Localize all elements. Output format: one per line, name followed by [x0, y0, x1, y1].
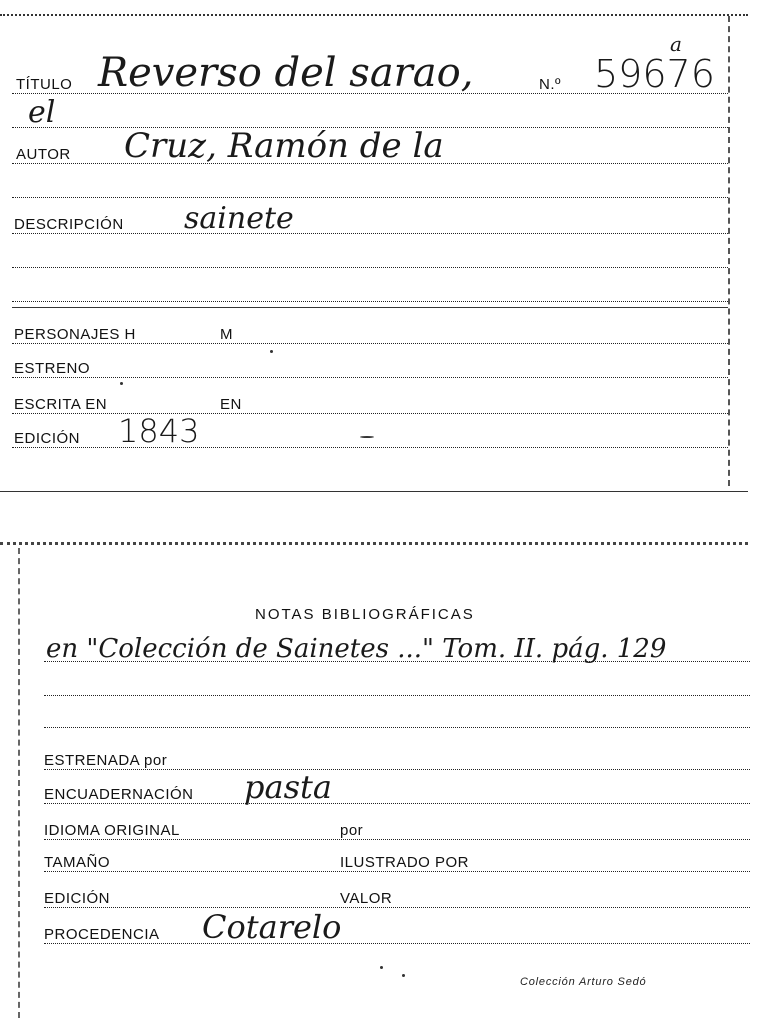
edicion-b-label: EDICIÓN — [44, 890, 111, 907]
titulo-article-row — [12, 95, 728, 130]
blank-row-1 — [12, 168, 728, 198]
edicion-value: 1843 — [118, 412, 200, 450]
personajes-h-label: PERSONAJES H — [14, 326, 136, 343]
procedencia-value: Cotarelo — [202, 908, 342, 946]
descripcion-label: DESCRIPCIÓN — [14, 216, 124, 233]
edicion-b-row — [44, 878, 750, 908]
personajes-row — [12, 314, 728, 344]
encuadernacion-rule — [44, 803, 750, 804]
titulo-row — [12, 32, 728, 96]
descripcion-rule — [12, 233, 728, 234]
catalog-card-bottom — [0, 540, 759, 1028]
estrenada-label: ESTRENADA por — [44, 752, 168, 769]
notas-row-3 — [44, 698, 750, 728]
card-left-edge — [18, 548, 21, 1018]
estrenada-rule — [44, 769, 750, 770]
autor-value: Cruz, Ramón de la — [124, 126, 444, 166]
escrita-en-label: ESCRITA EN — [14, 396, 108, 413]
tamano-row — [44, 842, 750, 872]
notas-value: en "Colección de Sainetes ..." Tom. II. pág. 129 — [46, 634, 667, 664]
numero-label: N.º — [539, 76, 561, 93]
en-label: EN — [220, 396, 242, 413]
card-bottom-edge — [0, 491, 748, 492]
notas-title: NOTAS BIBLIOGRÁFICAS — [255, 606, 475, 623]
ink-speck — [270, 350, 273, 353]
numero-superscript: a — [670, 32, 682, 56]
personajes-m-label: M — [220, 326, 233, 343]
ink-speck — [360, 436, 374, 438]
estreno-row — [12, 348, 728, 378]
notas-rule-2 — [44, 695, 750, 696]
separator-row — [12, 278, 728, 308]
blank-row-2 — [12, 238, 728, 268]
personajes-rule — [12, 343, 728, 344]
separator-rule — [12, 307, 728, 308]
ink-speck — [120, 382, 123, 385]
procedencia-rule — [44, 943, 750, 944]
idioma-rule — [44, 839, 750, 840]
idioma-row — [44, 810, 750, 840]
card-top-edge — [0, 542, 748, 549]
titulo-value: Reverso del sarao, — [98, 50, 474, 96]
titulo-label: TÍTULO — [16, 76, 73, 93]
tamano-label: TAMAÑO — [44, 854, 111, 871]
autor-row — [12, 126, 728, 166]
ink-speck — [380, 966, 383, 969]
procedencia-row — [44, 908, 750, 946]
edicion-b-rule — [44, 907, 750, 908]
card-right-edge — [728, 16, 732, 486]
idioma-label: IDIOMA ORIGINAL — [44, 822, 180, 839]
idioma-por-label: por — [340, 822, 364, 839]
card-top-edge — [0, 14, 748, 20]
ink-speck — [402, 974, 405, 977]
estreno-rule — [12, 377, 728, 378]
descripcion-row — [12, 201, 728, 236]
notas-row-1 — [44, 632, 750, 662]
encuadernacion-value: pasta — [244, 768, 332, 806]
tamano-rule — [44, 871, 750, 872]
ilustrado-label: ILUSTRADO POR — [340, 854, 470, 871]
edicion-label: EDICIÓN — [14, 430, 81, 447]
autor-label: AUTOR — [16, 146, 71, 163]
encuadernacion-label: ENCUADERNACIÓN — [44, 786, 194, 803]
notas-rule-3 — [44, 727, 750, 728]
titulo-article-value: el — [28, 95, 56, 130]
edicion-row — [12, 412, 728, 450]
encuadernacion-row — [44, 768, 750, 806]
numero-value: 59676 — [594, 52, 715, 96]
escrita-en-row — [12, 384, 728, 414]
catalog-card-top — [0, 0, 759, 495]
blank-rule-1 — [12, 197, 728, 198]
collection-footer: Colección Arturo Sedó — [520, 976, 647, 988]
valor-label: VALOR — [340, 890, 393, 907]
estrenada-row — [44, 740, 750, 770]
notas-row-2 — [44, 666, 750, 696]
descripcion-value: sainete — [184, 201, 294, 236]
estreno-label: ESTRENO — [14, 360, 91, 377]
procedencia-label: PROCEDENCIA — [44, 926, 160, 943]
blank-rule-2 — [12, 267, 728, 268]
